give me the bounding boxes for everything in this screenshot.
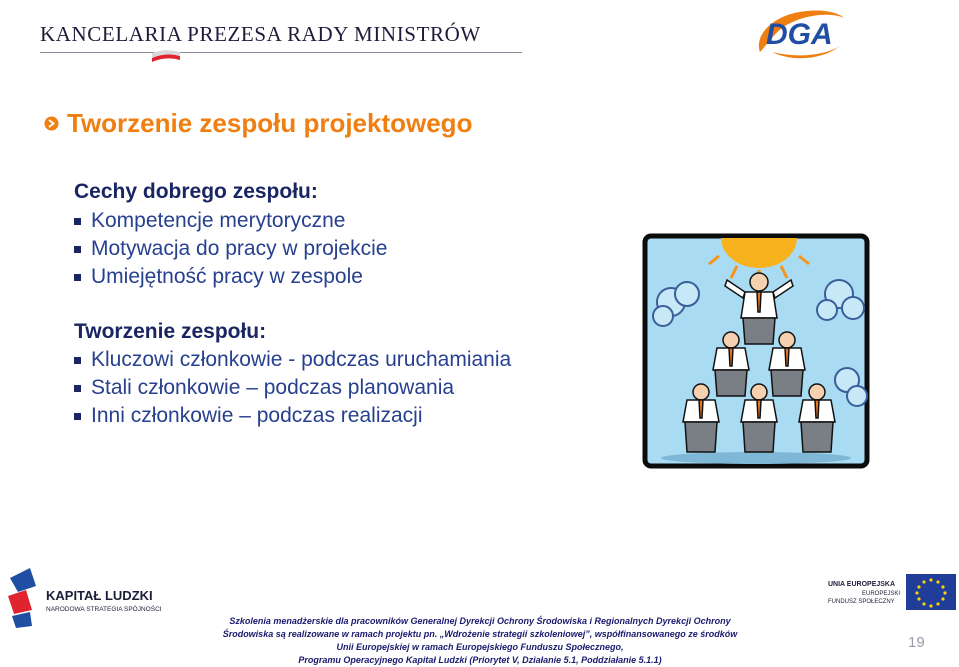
square-bullet-icon xyxy=(74,274,81,281)
list-item xyxy=(74,263,387,291)
section-heading-qualities: Cechy dobrego zespołu: xyxy=(74,180,318,203)
list-item xyxy=(74,235,387,263)
eu-social-fund-logo xyxy=(826,572,958,612)
footer-line: Programu Operacyjnego Kapitał Ludzki (Priorytet V, Działanie 5.1, Poddziałanie 5.1.1) xyxy=(298,655,662,665)
dga-logo-text: DGA xyxy=(766,18,833,51)
list-item xyxy=(74,402,511,430)
kapital-ludzki-logo xyxy=(4,566,179,630)
list-item xyxy=(74,374,511,402)
list-item-text: Kluczowi członkowie - podczas uruchamiania xyxy=(91,348,512,371)
footer-line: Szkolenia menadżerskie dla pracowników Generalnej Dyrekcji Ochrony Środowiska i Regionalnych Dyrekcji Ochrony xyxy=(229,616,731,626)
list-item-text: Inni członkowie – podczas realizacji xyxy=(91,404,423,427)
eu-logo-line3: FUNDUSZ SPOŁECZNY xyxy=(828,599,895,605)
footer-line: Środowiska są realizowane w ramach projektu pn. „Wdrożenie strategii szkoleniowej”, współfinansowanego ze środków xyxy=(222,629,738,639)
kapital-ludzki-title: KAPITAŁ LUDZKI xyxy=(46,588,153,603)
square-bullet-icon xyxy=(74,218,81,225)
square-bullet-icon xyxy=(74,357,81,364)
list-item-text: Kompetencje merytoryczne xyxy=(91,209,346,232)
list-item xyxy=(74,207,387,235)
header-divider xyxy=(40,52,522,53)
dga-logo xyxy=(752,6,847,64)
qualities-list xyxy=(74,207,387,291)
team-pyramid-illustration xyxy=(641,230,871,470)
kapital-ludzki-subtitle: NARODOWA STRATEGIA SPÓJNOŚCI xyxy=(46,606,162,613)
building-list xyxy=(74,346,511,430)
footer-funding-note xyxy=(180,615,780,667)
slide-title: Tworzenie zespołu projektowego xyxy=(67,108,473,138)
chevron-circle-icon xyxy=(44,116,59,131)
polish-flag-icon xyxy=(150,50,182,68)
list-item-text: Umiejętność pracy w zespole xyxy=(91,265,363,288)
eu-logo-line1: UNIA EUROPEJSKA xyxy=(828,581,896,588)
square-bullet-icon xyxy=(74,413,81,420)
org-title: KANCELARIA PREZESA RADY MINISTRÓW xyxy=(40,22,481,46)
square-bullet-icon xyxy=(74,385,81,392)
list-item xyxy=(74,346,511,374)
eu-logo-line2: EUROPEJSKI xyxy=(862,591,901,597)
footer-line: Unii Europejskiej w ramach Europejskiego Funduszu Społecznego, xyxy=(336,642,624,652)
square-bullet-icon xyxy=(74,246,81,253)
list-item-text: Stali członkowie – podczas planowania xyxy=(91,376,455,399)
section-heading-building: Tworzenie zespołu: xyxy=(74,320,267,343)
page-number: 19 xyxy=(908,634,925,651)
list-item-text: Motywacja do pracy w projekcie xyxy=(91,237,388,260)
